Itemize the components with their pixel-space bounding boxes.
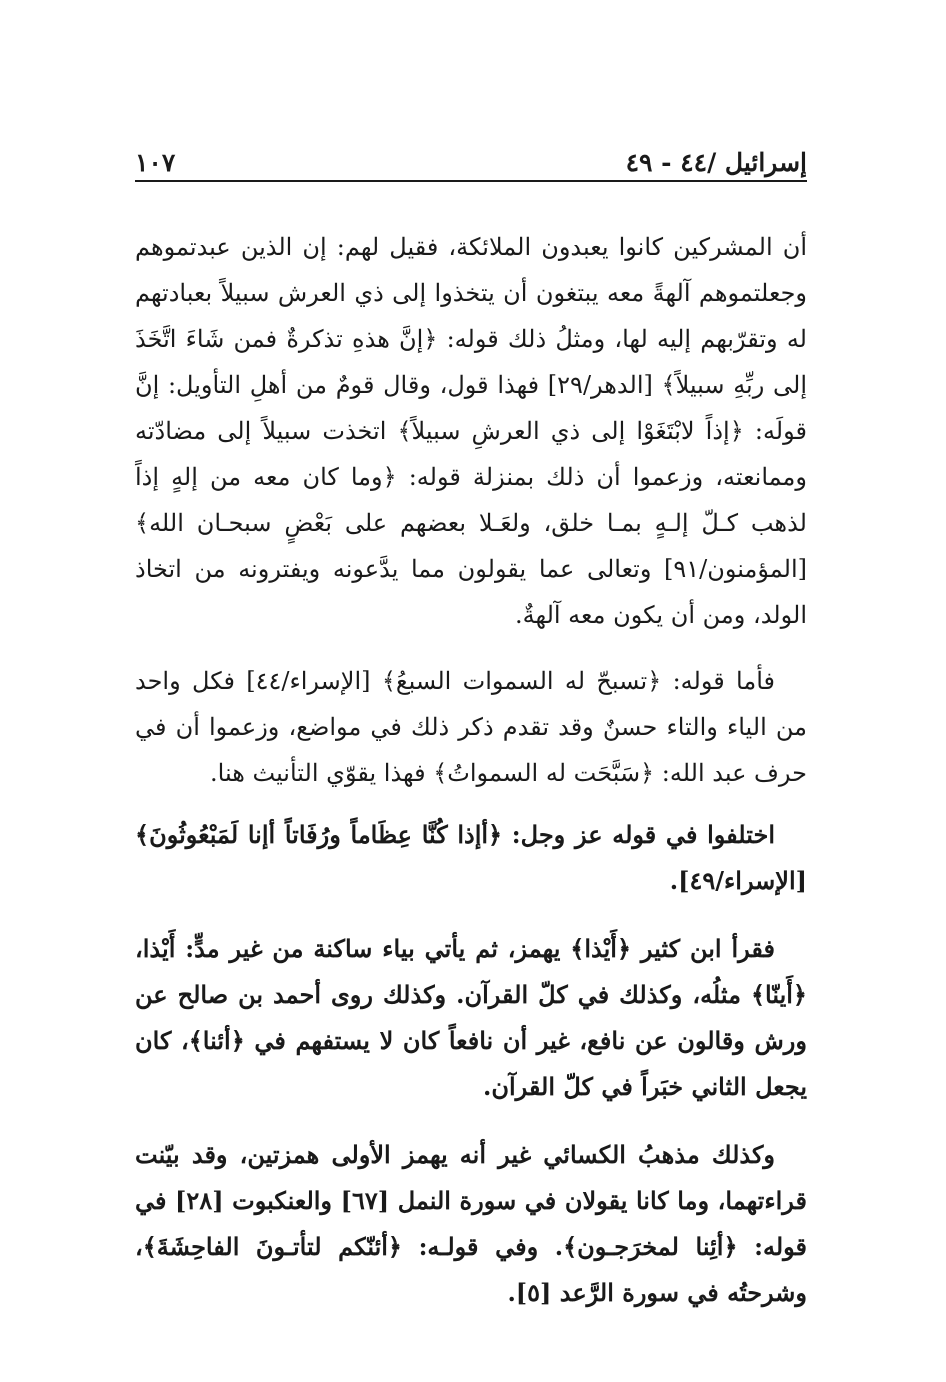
paragraph-3: اختلفوا في قوله عز وجل: ﴿أإذا كُنَّا عِظَاماً ورُفَاتاً أإنا لَمَبْعُوثُونَ﴾ [الإسراء/٤٩]. [135, 820, 807, 895]
page-header [135, 146, 807, 180]
paragraph-2: فأما قوله: ﴿تسبحّ له السموات السبعُ﴾ [الإسراء/٤٤] فكل واحد من الياء والتاء حسنٌ وقد تقدم ذكر ذلك في مواضع، وزعموا أن في حرف عبد الله: ﴿سَبَّحَت له السمواتُ﴾ فهذا يقوّي التأنيث هنا. [135, 667, 807, 787]
paragraph-1: أن المشركين كانوا يعبدون الملائكة، فقيل لهم: إن الذين عبدتموهم وجعلتموهم آلهةً معه يبتغون أن يتخذوا إلى ذي العرش سبيلاً بعبادتهم له وتقرّبهم إليه لها، ومثلُ ذلك قوله: ﴿إنَّ هذهِ تذكرةٌ فمن شَاءَ اتَّخَذَ إلى ربِّهِ سبيلاً﴾ [الدهر/٢٩] فهذا قول، وقال قومٌ من أهلِ التأويل: إنَّ قولَه: ﴿إذاً لابْتَغَوْا إلى ذي العرشِ سبيلاً﴾ اتخذت سبيلاً إلى مضادّته وممانعته، وزعموا أن ذلك بمنزلة قوله: ﴿وما كان معه من إلهٍ إذاً لذهب كـلّ إلـهٍ بمـا خلق، ولعَـلا بعضهم على بَعْضٍ سبحـان الله﴾ [المؤمنون/٩١] وتعالى عما يقولون مما يدَّعونه ويفترونه من اتخاذ الولد، ومن أن يكون معه آلهةٌ. [135, 233, 807, 629]
header-rule [135, 180, 807, 182]
paragraph-4: فقرأ ابن كثير ﴿أَيْذا﴾ يهمز، ثم يأتي بياء ساكنة من غير مدٍّ: أَيْذا، ﴿أَينّا﴾ مثلُه، وكذلك في كلّ القرآن. وكذلك روى أحمد بن صالح عن ورش وقالون عن نافع، غير أن نافعاً كان لا يستفهم في ﴿أئنا﴾، كان يجعل الثاني خبَراً في كلّ القرآن. [135, 934, 807, 1101]
body-text [135, 224, 807, 1316]
page-number: ١٠٧ [135, 148, 176, 177]
paragraph-5: وكذلك مذهبُ الكسائي غير أنه يهمز الأولى همزتين، وقد بيّنت قراءتهما، وما كانا يقولان في سورة النمل [٦٧] والعنكبوت [٢٨] في قوله: ﴿أئِنا لمخرَجـون﴾. وفي قولـه: ﴿أئنّكم لتأتـونَ الفاحِشَةَ﴾، وشرحتُه في سورة الرَّعد [٥]. [135, 1140, 807, 1307]
running-head: إسرائيل /٤٤ - ٤٩ [625, 148, 807, 177]
